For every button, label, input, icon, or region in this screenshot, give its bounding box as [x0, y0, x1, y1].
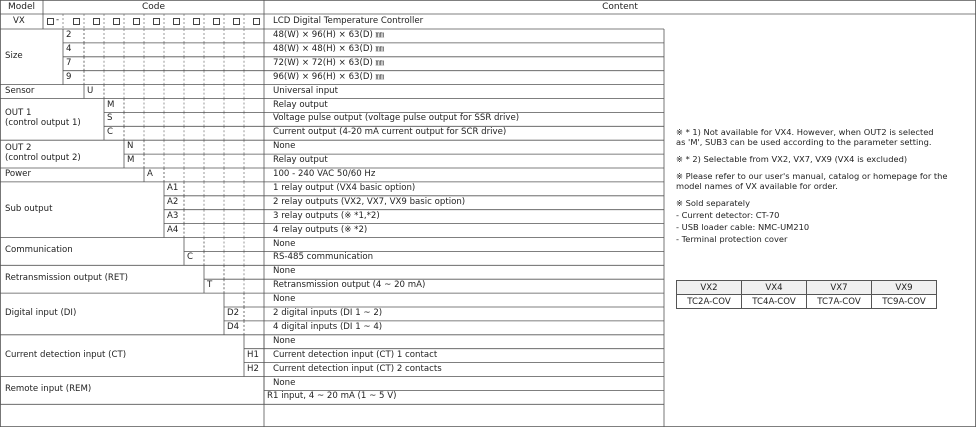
header-code: Code: [141, 2, 166, 12]
group-label: OUT 2 (control output 2): [5, 143, 81, 164]
content-cell: 3 relay outputs (※ *1,*2): [273, 210, 380, 221]
code-cell: [184, 238, 204, 252]
code-cell: A4: [167, 224, 179, 235]
content-cell: 1 input, 4 ~ 20 mA (1 ~ 5 V): [273, 391, 397, 402]
code-slot-box: [253, 18, 260, 25]
code-cell: T: [207, 280, 213, 291]
terminal-cover-table: [676, 280, 937, 309]
code-cell: S: [107, 113, 113, 124]
content-cell: Current output (4-20 mA current output for SCR drive): [273, 127, 507, 138]
code-cell: M: [127, 155, 135, 166]
group-label: Communication: [5, 245, 73, 256]
code-cell: D4: [227, 321, 240, 332]
content-cell: None: [273, 141, 296, 152]
model-code-cell: VX: [13, 15, 25, 26]
group-label: Power: [5, 169, 31, 179]
code-dash: -: [56, 15, 60, 25]
code-slot-box: [193, 18, 200, 25]
group-label: Current detection input (CT): [5, 349, 127, 360]
note-3: ※ Please refer to our user's manual, catalog or homepage for the model names of VX available for order.: [676, 170, 948, 191]
cover-model: TC4A-COV: [742, 295, 807, 309]
code-cell: C: [107, 127, 114, 138]
cover-model: TC9A-COV: [872, 295, 937, 309]
code-cell: A2: [167, 196, 179, 207]
content-cell: None: [273, 294, 296, 305]
content-cell: Current detection input (CT) 2 contacts: [273, 363, 442, 374]
code-slot-box: [213, 18, 220, 25]
code-cell: U: [87, 85, 94, 96]
content-cell: None: [273, 335, 296, 346]
code-slot-box: [93, 18, 100, 25]
group-label: Sensor: [5, 85, 35, 96]
code-cell: [224, 293, 244, 307]
code-slot-box: [153, 18, 160, 25]
content-cell: 4 relay outputs (※ *2): [273, 224, 368, 235]
sold-separately-title: ※ Sold separately: [676, 197, 750, 208]
code-cell: 7: [66, 57, 72, 68]
content-cell: 72(W) × 72(H) × 63(D) ㎜: [273, 57, 385, 68]
code-cell: 9: [66, 71, 72, 82]
sold-separately-item: - Current detector: CT-70: [676, 209, 780, 220]
code-cell: A1: [167, 182, 179, 193]
group-label: Sub output: [5, 203, 53, 214]
code-slot-box: [113, 18, 120, 25]
code-cell: [204, 265, 224, 279]
code-cell: 4: [66, 43, 72, 54]
cover-model: TC2A-COV: [677, 295, 742, 309]
code-cell: H2: [247, 363, 259, 374]
content-cell: 48(W) × 96(H) × 63(D) ㎜: [273, 30, 385, 40]
code-cell: N: [127, 141, 134, 152]
content-cell: 96(W) × 96(H) × 63(D) ㎜: [273, 71, 385, 82]
content-cell: RS-485 communication: [273, 252, 374, 263]
content-cell: Relay output: [273, 155, 328, 166]
code-cell: C: [187, 252, 194, 263]
sold-separately-item: - USB loader cable: NMC-UM210: [676, 221, 810, 232]
content-cell: Current detection input (CT) 1 contact: [273, 349, 438, 360]
group-label: Retransmission output (RET): [5, 273, 128, 284]
code-slot-box: [47, 18, 54, 25]
model-content-cell: LCD Digital Temperature Controller: [273, 15, 424, 26]
group-label: OUT 1 (control output 1): [5, 108, 81, 129]
cover-header: VX9: [872, 281, 937, 295]
code-cell: H1: [247, 349, 259, 360]
code-cell: M: [107, 99, 115, 110]
content-cell: Relay output: [273, 99, 328, 110]
content-cell: None: [273, 377, 296, 388]
header-content: Content: [602, 2, 638, 12]
cover-header: VX2: [677, 281, 742, 295]
content-cell: Universal input: [273, 85, 338, 96]
cover-header: VX7: [807, 281, 872, 295]
note-1: ※ * 1) Not available for VX4. However, when OUT2 is selected as 'M', SUB3 can be used according to the parameter setting.: [676, 127, 934, 147]
sold-separately-item: - Terminal protection cover: [676, 233, 788, 244]
code-slot-box: [233, 18, 240, 25]
notes-panel: [676, 128, 972, 247]
code-slot-box: [173, 18, 180, 25]
cover-header: VX4: [742, 281, 807, 295]
code-slot-box: [133, 18, 140, 25]
content-cell: Retransmission output (4 ~ 20 mA): [273, 280, 426, 291]
content-cell: None: [273, 238, 296, 249]
code-cell: A: [147, 169, 153, 179]
code-cell: R: [267, 391, 273, 402]
group-label: Size: [5, 50, 23, 61]
content-cell: 1 relay output (VX4 basic option): [273, 182, 416, 193]
content-cell: 2 relay outputs (VX2, VX7, VX9 basic option): [273, 196, 466, 207]
content-cell: 48(W) × 48(H) × 63(D) ㎜: [273, 43, 385, 54]
group-label: Remote input (REM): [5, 384, 92, 395]
code-cell: 2: [66, 30, 72, 40]
content-cell: Voltage pulse output (voltage pulse output for SSR drive): [273, 113, 520, 124]
model-code-placeholder: [43, 14, 264, 29]
content-cell: 100 - 240 VAC 50/60 Hz: [273, 169, 376, 179]
cover-model: TC7A-COV: [807, 295, 872, 309]
code-cell: [244, 335, 264, 349]
code-slot-box: [73, 18, 80, 25]
content-cell: 2 digital inputs (DI 1 ~ 2): [273, 308, 383, 318]
header-model: Model: [7, 2, 36, 12]
content-cell: 4 digital inputs (DI 1 ~ 4): [273, 321, 383, 332]
code-cell: A3: [167, 210, 179, 221]
content-cell: None: [273, 266, 296, 277]
note-2: ※ * 2) Selectable from VX2, VX7, VX9 (VX4 is excluded): [676, 153, 908, 164]
code-cell: D2: [227, 308, 240, 318]
group-label: Digital input (DI): [5, 308, 77, 318]
